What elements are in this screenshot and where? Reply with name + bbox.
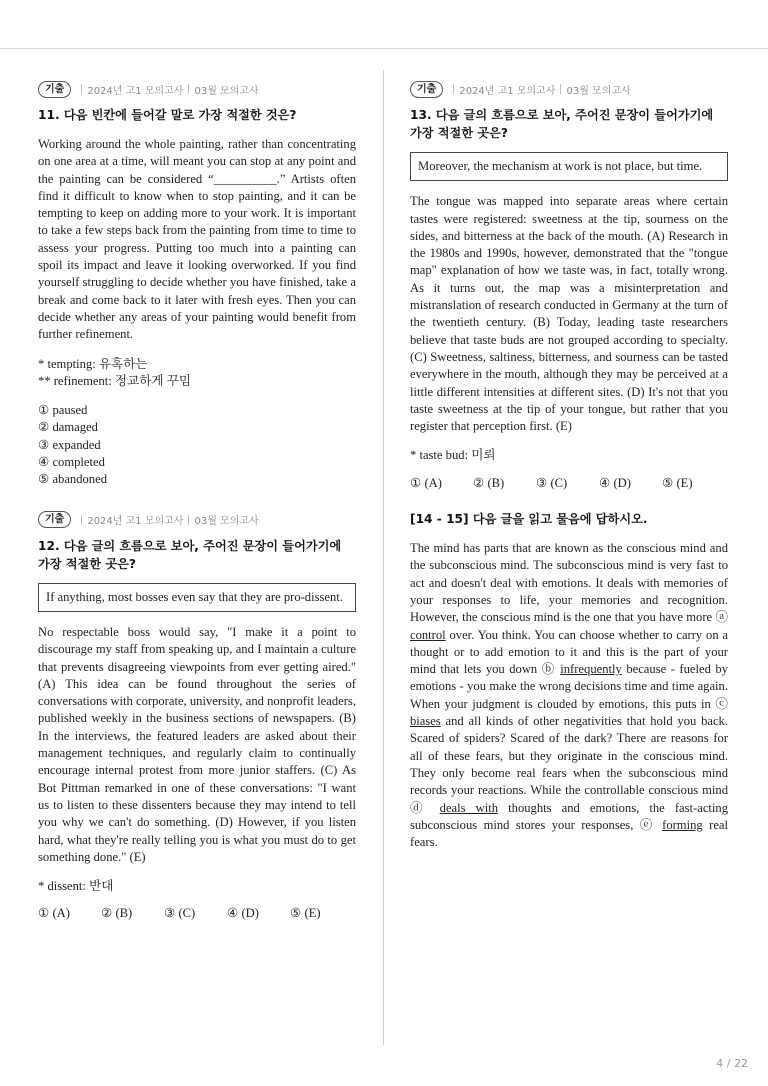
marker-a: ⓐ [715, 610, 728, 625]
choice-1[interactable]: ① paused [38, 403, 88, 418]
page-number: 4 / 22 [716, 1057, 748, 1070]
marker-c: ⓒ [715, 696, 728, 711]
question-meta [38, 511, 356, 529]
given-sentence-box: Moreover, the mechanism at work is not place, but time. [410, 152, 728, 181]
past-exam-badge: 기출 [410, 81, 443, 98]
question-title: 12. 다음 글의 흐름으로 보아, 주어진 문장이 들어가기에 가장 적절한 곳은? [38, 538, 342, 571]
given-sentence-box: If anything, most bosses even say that they are pro-dissent. [38, 583, 356, 612]
column-divider [383, 70, 384, 1045]
choice-5[interactable]: ⑤ abandoned [38, 472, 107, 487]
passage: The mind has parts that are known as the conscious mind and the subconscious mind. The subconscious mind is very fast to act and doesn't deal with emotions. It deals with memories of your responses to life, your memories and recognition. However, the conscious mind is the one that you have more ⓐ control over. You think. You can choose whether to carry on a thought or to add emotion to it and this is the part of your mind that lets you down ⓑ infrequently because - fueled by emotions - you make the wrong decisions time and time again. When your judgment is clouded by emotions, this puts in ⓒ biases and all kinds of other negativities that hold you back. Scared of spiders? Scared of the dark? There are reasons for all of these fears, but they originate in the conscious mind. They only become real fears when the subconscious mind records your reactions. While the controllable conscious mind ⓓ deals with thoughts and emotions, the fast-acting subconscious mind stores your responses, ⓔ forming real fears. [410, 541, 729, 850]
passage: No respectable boss would say, "I make it a point to discourage my staff from speaking up, and I maintain a culture that prevents disagreeing viewpoints from ever getting aired." (A) This idea can be found throughout the series of conversations with corporate, university, and nonprofit leaders, published weekly in the business sections of newspapers. (B) In the interviews, the featured leaders are asked about their management techniques, and regularly claim to continually encourage internal protest from more junior staffers. (C) As Bot Pittman remarked in one of these conversations: "I want us to listen to these dissenters because they may intend to tell you why we can't do something. (D) However, if you listen hard, what they're really telling you is what you must do to get something done." (E) [38, 624, 356, 864]
marker-d: ⓓ [410, 800, 430, 815]
question-set-14-15 [410, 510, 728, 851]
passage: Working around the whole painting, rather than concentrating on one area at a time, will meant you can stop at any point and the painting can be considered “__________.” Artists often find it difficult to know when to stop painting, and it can be tempting to keep on adding more to your work. It is important to take a few steps back from the painting from time to time to assess your progress. Putting too much into a painting can spoil its impact and leave it looking overworked. If you find yourself struggling to decide whether you have finished, take a break and come back to it later with fresh eyes. Then you can decide whether any areas of your painting would benefit from further refinement. [38, 137, 356, 342]
right-column [410, 80, 728, 851]
underlined-word-a: control [410, 627, 446, 642]
footnotes [38, 356, 356, 391]
underlined-word-e: forming [662, 817, 703, 832]
exam-month: 03월 모의고사 [194, 85, 259, 97]
choice-2[interactable]: ② damaged [38, 420, 98, 435]
exam-year: 2024년 고1 모의고사 [87, 85, 184, 97]
choice-2[interactable]: ② (B) [101, 906, 133, 921]
past-exam-badge: 기출 [38, 511, 71, 528]
choice-3[interactable]: ③ (C) [536, 475, 568, 490]
question-title: 11. 다음 빈칸에 들어갈 말로 가장 적절한 것은? [38, 108, 297, 122]
marker-b: ⓑ [541, 662, 556, 677]
choice-5[interactable]: ⑤ (E) [290, 906, 321, 921]
past-exam-badge: 기출 [38, 81, 71, 98]
question-13 [410, 80, 728, 492]
footnote: ** refinement: 정교하게 꾸밈 [38, 373, 192, 388]
question-set-header: [14 - 15] 다음 글을 읽고 물음에 답하시오. [410, 512, 648, 527]
header-rule [0, 48, 768, 49]
choice-4[interactable]: ④ (D) [227, 906, 259, 921]
choice-2[interactable]: ② (B) [473, 475, 505, 490]
marker-e: ⓔ [639, 817, 656, 832]
footnote: * dissent: 반대 [38, 879, 114, 894]
choice-3[interactable]: ③ (C) [164, 906, 196, 921]
choice-4[interactable]: ④ completed [38, 455, 105, 470]
exam-year: 2024년 고1 모의고사 [459, 85, 556, 97]
exam-month: 03월 모의고사 [566, 85, 631, 97]
exam-month: 03월 모의고사 [194, 516, 259, 528]
question-12 [38, 511, 356, 923]
choice-1[interactable]: ① (A) [38, 906, 70, 921]
footnote: * tempting: 유혹하는 [38, 356, 148, 371]
answer-choices [38, 402, 356, 488]
exam-year: 2024년 고1 모의고사 [87, 516, 184, 528]
underlined-word-b: infrequently [560, 662, 622, 677]
underlined-word-d: deals with [439, 800, 499, 815]
question-meta [38, 80, 356, 98]
footnote: * taste bud: 미뢰 [410, 448, 496, 463]
choice-1[interactable]: ① (A) [410, 475, 442, 490]
answer-choices [38, 905, 356, 922]
question-meta [410, 80, 728, 98]
choice-5[interactable]: ⑤ (E) [662, 475, 693, 490]
left-column [38, 80, 356, 923]
question-title: 13. 다음 글의 흐름으로 보아, 주어진 문장이 들어가기에 가장 적절한 곳은? [410, 108, 714, 140]
choice-3[interactable]: ③ expanded [38, 437, 101, 452]
underlined-word-c: biases [410, 714, 441, 729]
choice-4[interactable]: ④ (D) [599, 475, 631, 490]
passage: The tongue was mapped into separate areas where certain tastes were registered: sweetness at the tip, sourness on the sides, and bitterness at the back of the mouth. (A) Research in the 1980s and 1990s, however, demonstrated that the "tongue map" explanation of how we taste was, in fact, totally wrong. As it turns out, the map was a misinterpretation and mistranslation of research conducted in Germany at the turn of the twentieth century. (B) Today, leading taste researchers believe that taste buds are not grouped according to specialty. (C) Sweetness, saltiness, bitterness, and sourness can be tasted everywhere in the mouth, although they may be perceived at a little different intensities at different sites. (D) It's not that you taste sweetness at the tip of your tongue, but rather that you register that perception first. (E) [410, 194, 728, 434]
question-11 [38, 80, 356, 489]
answer-choices [410, 475, 728, 492]
